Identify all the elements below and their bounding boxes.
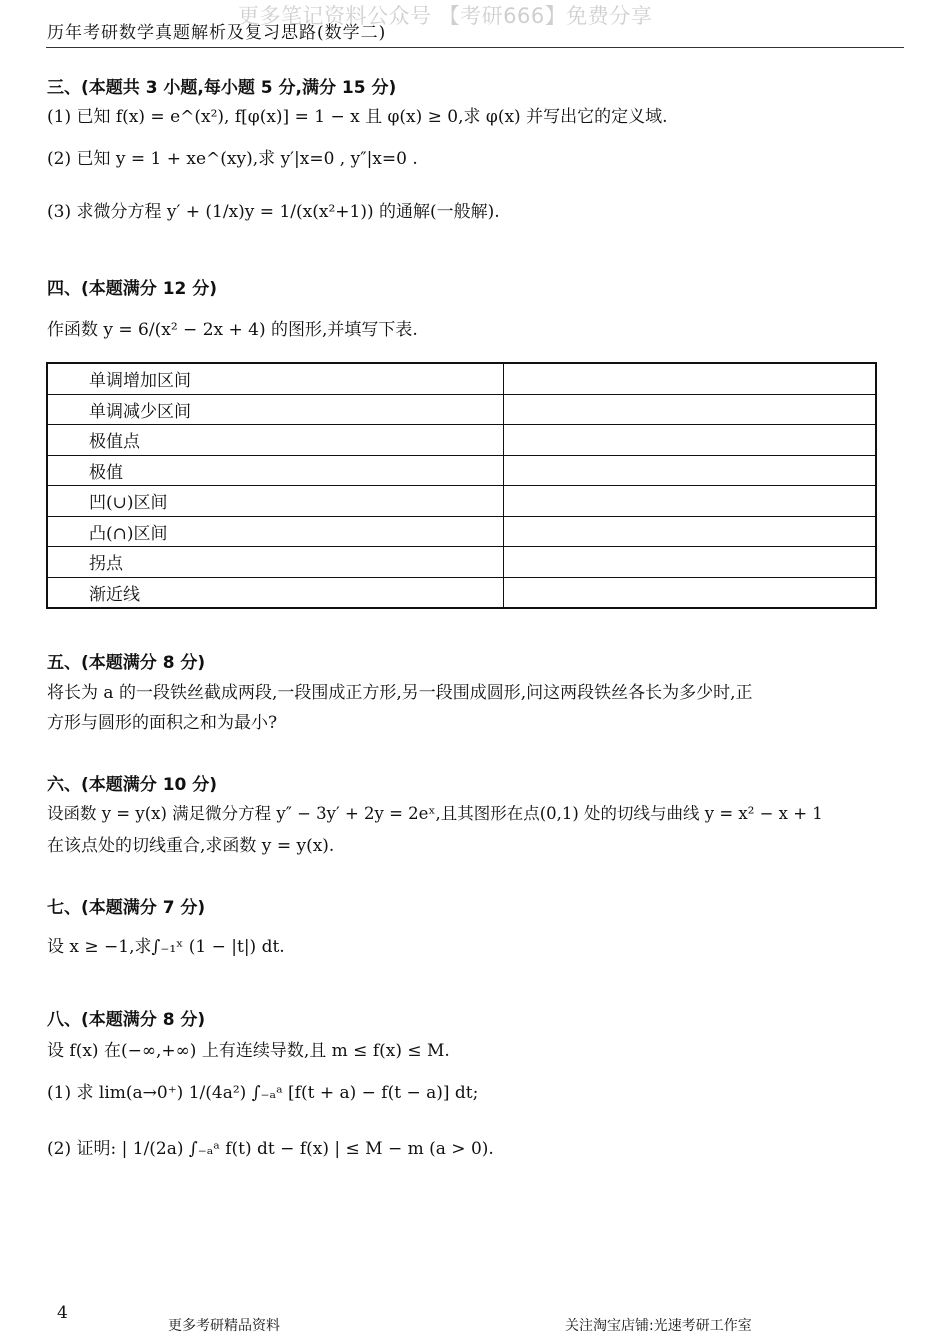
- s3-question-2: (2) 已知 y = 1 + xe^(xy),求 y′|x=0 , y″|x=0 .: [47, 149, 418, 169]
- table-row-label: 极值点: [47, 425, 504, 456]
- section-5-heading: 五、(本题满分 8 分): [47, 653, 206, 673]
- section-7-heading: 七、(本题满分 7 分): [47, 898, 206, 918]
- table-row: [47, 486, 876, 517]
- table-row-label: 极值: [47, 455, 504, 486]
- s6-line-2: 在该点处的切线重合,求函数 y = y(x).: [47, 836, 335, 856]
- table-row-label: 凹(∪)区间: [47, 486, 504, 517]
- table-row-label: 拐点: [47, 547, 504, 578]
- section-3-heading: 三、(本题共 3 小题,每小题 5 分,满分 15 分): [47, 78, 397, 98]
- s3-question-1: (1) 已知 f(x) = e^(x²), f[φ(x)] = 1 − x 且 φ(x) ≥ 0,求 φ(x) 并写出它的定义域.: [47, 107, 668, 127]
- header-rule: [46, 47, 904, 48]
- running-title: 历年考研数学真题解析及复习思路(数学二): [47, 23, 387, 43]
- table-row: [47, 425, 876, 456]
- s3-question-3: (3) 求微分方程 y′ + (1/x)y = 1/(x(x²+1)) 的通解(一般解).: [47, 202, 500, 222]
- table-row: [47, 516, 876, 547]
- s5-line-2: 方形与圆形的面积之和为最小?: [47, 713, 278, 733]
- table-answer-cell: [504, 486, 877, 517]
- table-answer-cell: [504, 547, 877, 578]
- table-row: [47, 394, 876, 425]
- table-answer-cell: [504, 363, 877, 394]
- s8-question-2: (2) 证明: | 1/(2a) ∫₋ₐᵃ f(t) dt − f(x) | ≤ M − m (a > 0).: [47, 1139, 494, 1159]
- footer-right-note: 关注淘宝店铺:光速考研工作室: [565, 1318, 752, 1334]
- table-row-label: 单调增加区间: [47, 363, 504, 394]
- table-answer-cell: [504, 455, 877, 486]
- s8-question-1: (1) 求 lim(a→0⁺) 1/(4a²) ∫₋ₐᵃ [f(t + a) − f(t − a)] dt;: [47, 1083, 479, 1103]
- table-row: [47, 577, 876, 608]
- section-6-heading: 六、(本题满分 10 分): [47, 775, 218, 795]
- table-row-label: 渐近线: [47, 577, 504, 608]
- section-8-heading: 八、(本题满分 8 分): [47, 1010, 206, 1030]
- footer-left-note: 更多考研精品资料: [168, 1318, 280, 1334]
- section-4-heading: 四、(本题满分 12 分): [47, 279, 218, 299]
- table-row: [47, 455, 876, 486]
- table-row: [47, 547, 876, 578]
- table-answer-cell: [504, 394, 877, 425]
- table-answer-cell: [504, 577, 877, 608]
- fill-in-table: [46, 362, 877, 609]
- watermark: 更多笔记资料公众号 【考研666】免费分享: [238, 4, 653, 28]
- table-row: [47, 363, 876, 394]
- page-number: 4: [57, 1303, 68, 1323]
- table-answer-cell: [504, 425, 877, 456]
- s8-intro: 设 f(x) 在(−∞,+∞) 上有连续导数,且 m ≤ f(x) ≤ M.: [47, 1041, 450, 1061]
- s7-line: 设 x ≥ −1,求∫₋₁ˣ (1 − |t|) dt.: [47, 937, 285, 957]
- s6-line-1: 设函数 y = y(x) 满足微分方程 y″ − 3y′ + 2y = 2eˣ,且其图形在点(0,1) 处的切线与曲线 y = x² − x + 1: [47, 804, 823, 823]
- s5-line-1: 将长为 a 的一段铁丝截成两段,一段围成正方形,另一段围成圆形,问这两段铁丝各长为多少时,正: [47, 683, 753, 703]
- table-row-label: 单调减少区间: [47, 394, 504, 425]
- table-answer-cell: [504, 516, 877, 547]
- table-row-label: 凸(∩)区间: [47, 516, 504, 547]
- s4-intro: 作函数 y = 6/(x² − 2x + 4) 的图形,并填写下表.: [47, 320, 418, 340]
